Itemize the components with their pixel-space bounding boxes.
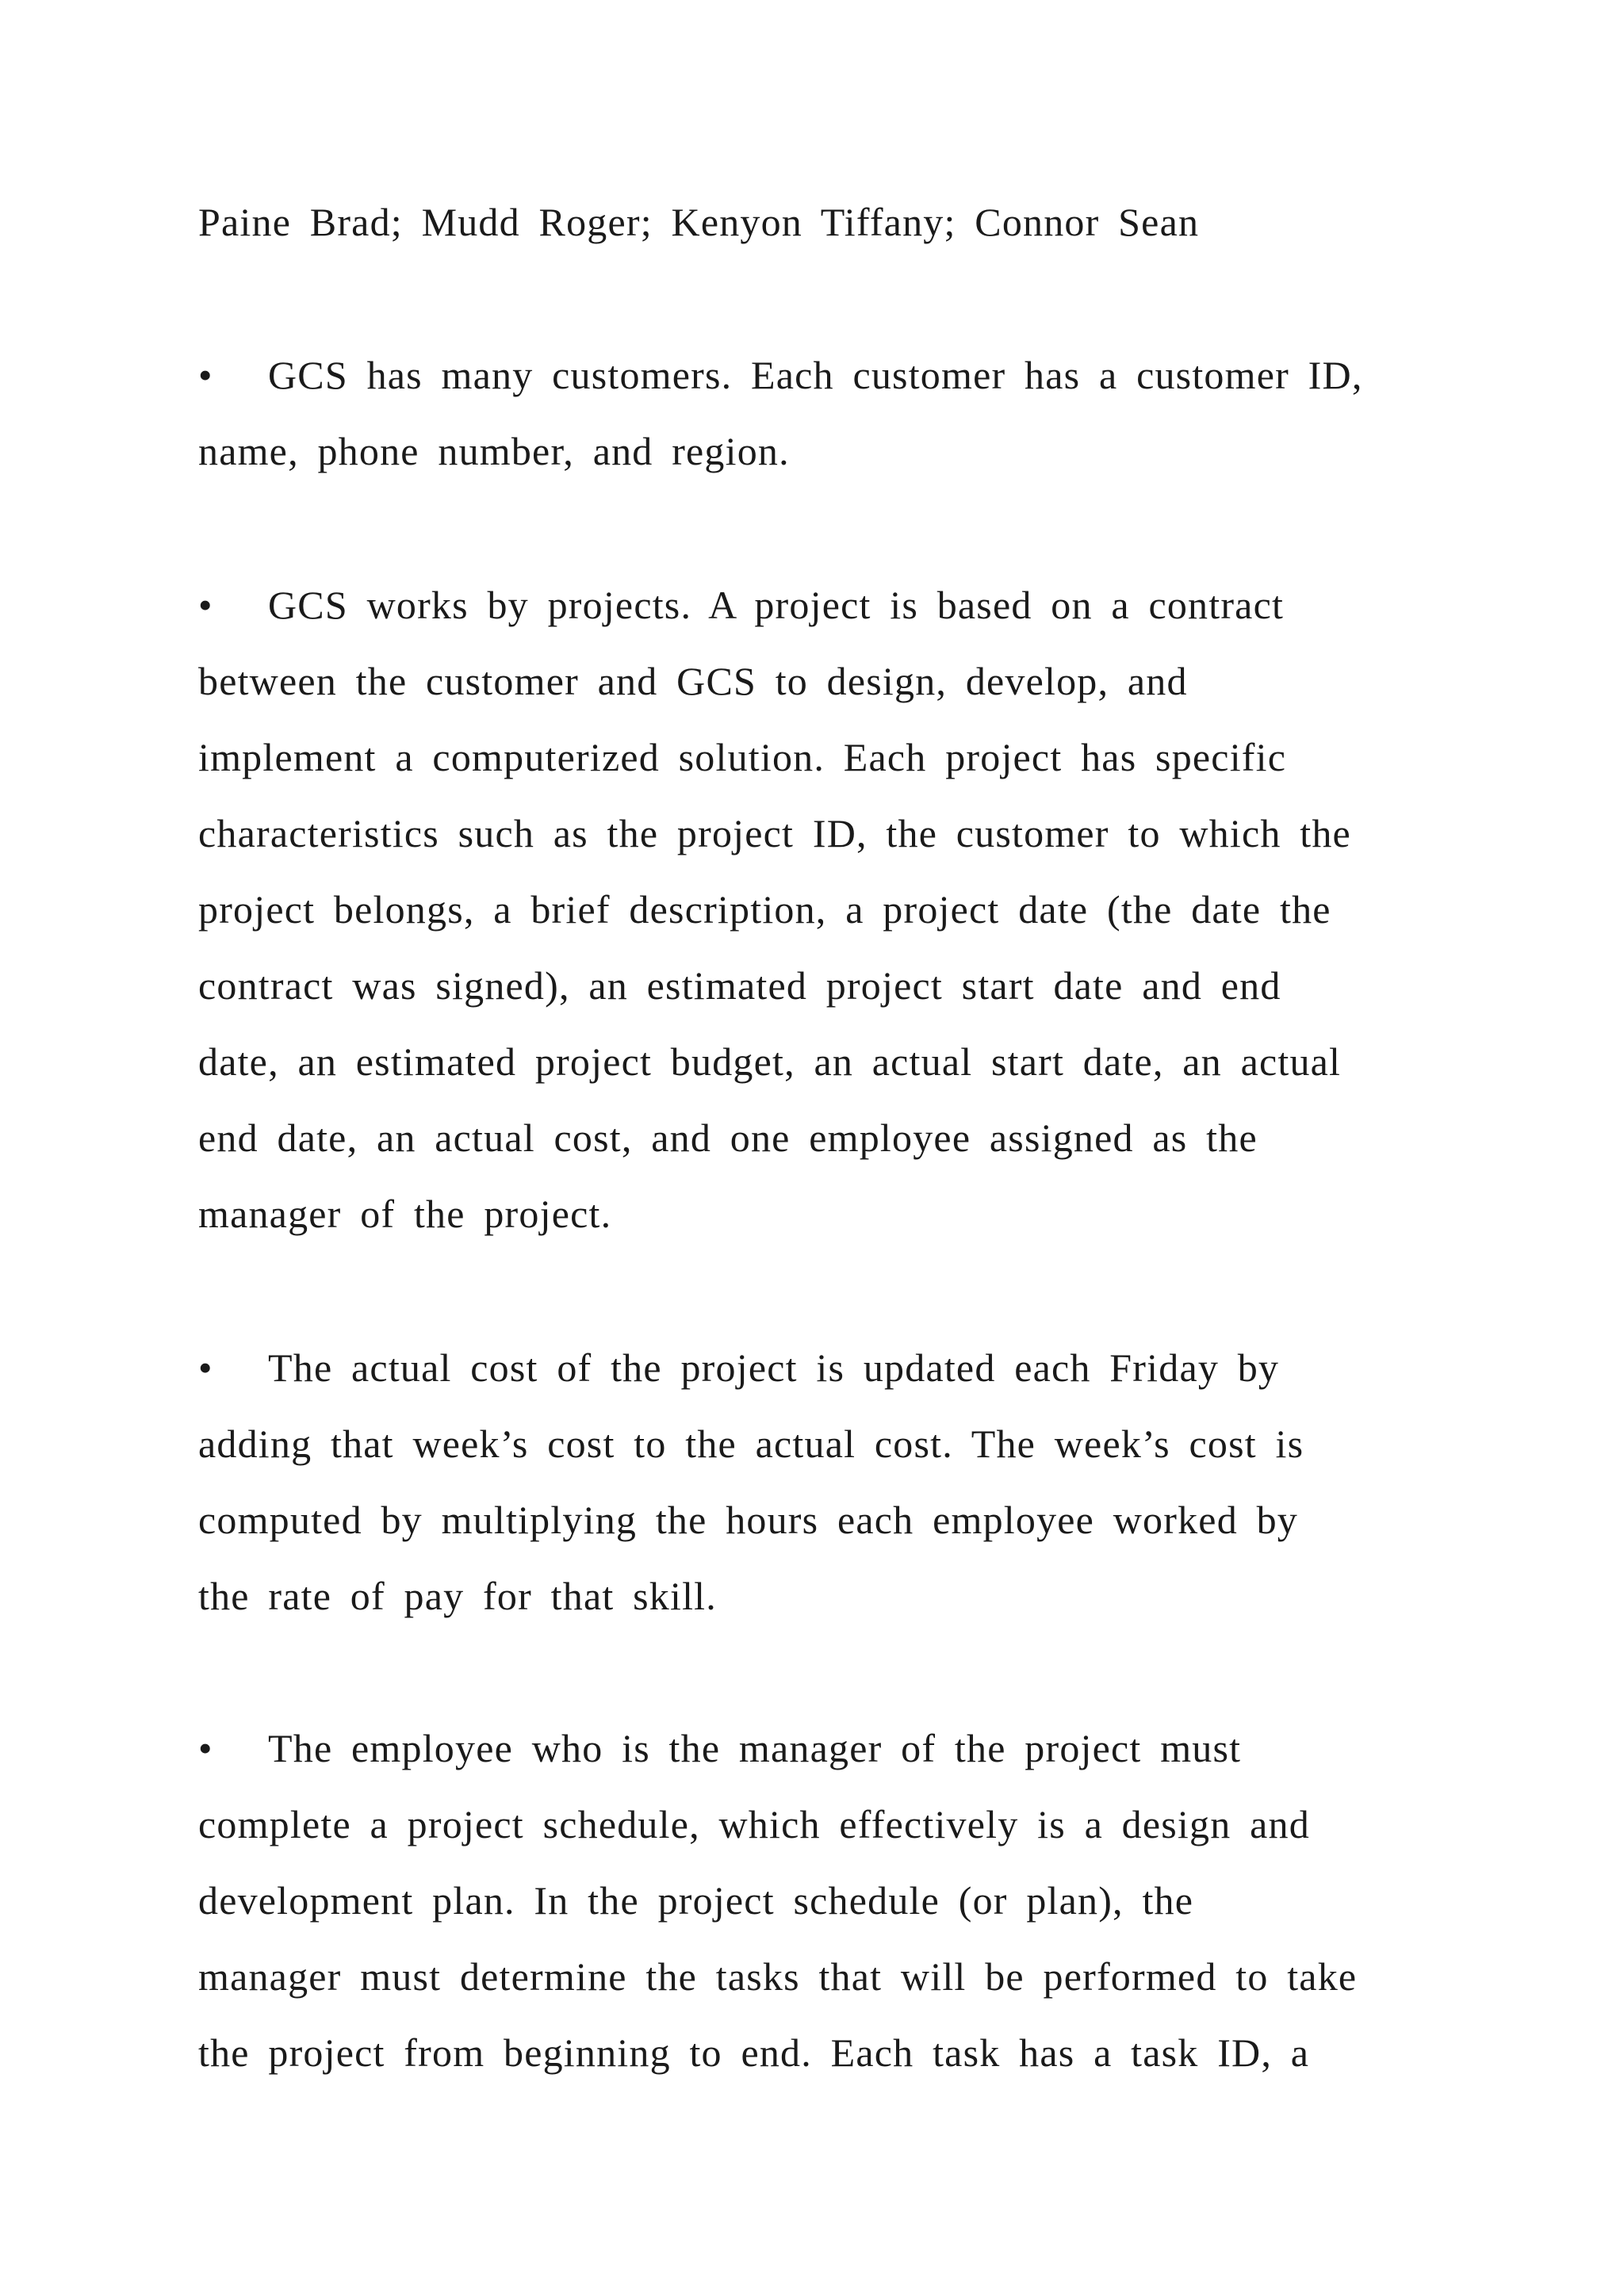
bullet-icon: • <box>198 1345 213 1390</box>
paragraph-3-line-1: • The actual cost of the project is updated each Friday by <box>198 1345 1280 1390</box>
paragraph-1-line-2: name, phone number, and region. <box>198 429 790 473</box>
paragraph-2-line-3: implement a computerized solution. Each project has specific <box>198 735 1287 779</box>
paragraph-4-line-5: the project from beginning to end. Each task has a task ID, a <box>198 2030 1310 2075</box>
paragraph-3-line-2: adding that week’s cost to the actual cost. The week’s cost is <box>198 1422 1304 1466</box>
paragraph-2-line-4: characteristics such as the project ID, the customer to which the <box>198 811 1351 855</box>
paragraph-4-line-3: development plan. In the project schedule (or plan), the <box>198 1878 1194 1923</box>
paragraph-2-line-7: date, an estimated project budget, an actual start date, an actual <box>198 1039 1342 1084</box>
paragraph-2-line-6: contract was signed), an estimated project start date and end <box>198 963 1281 1008</box>
paragraph-4-line-4: manager must determine the tasks that will be performed to take <box>198 1954 1358 1999</box>
paragraph-2-line-8: end date, an actual cost, and one employee assigned as the <box>198 1115 1258 1160</box>
bullet-icon: • <box>198 353 213 397</box>
bullet-icon: • <box>198 1726 213 1770</box>
paragraph-4-line-1: • The employee who is the manager of the project must <box>198 1726 1242 1770</box>
paragraph-4-line-2: complete a project schedule, which effectively is a design and <box>198 1802 1310 1846</box>
author-line: Paine Brad; Mudd Roger; Kenyon Tiffany; Connor Sean <box>198 200 1200 244</box>
bullet-icon: • <box>198 583 213 627</box>
paragraph-2-line-1: • GCS works by projects. A project is based on a contract <box>198 583 1285 627</box>
paragraph-3-line-3: computed by multiplying the hours each employee worked by <box>198 1498 1298 1542</box>
paragraph-2-line-9: manager of the project. <box>198 1192 612 1236</box>
paragraph-1-line-1: • GCS has many customers. Each customer has a customer ID, <box>198 353 1363 397</box>
paragraph-2-line-2: between the customer and GCS to design, develop, and <box>198 659 1188 703</box>
paragraph-2-line-5: project belongs, a brief description, a project date (the date the <box>198 887 1331 932</box>
paragraph-3-line-4: the rate of pay for that skill. <box>198 1574 717 1618</box>
